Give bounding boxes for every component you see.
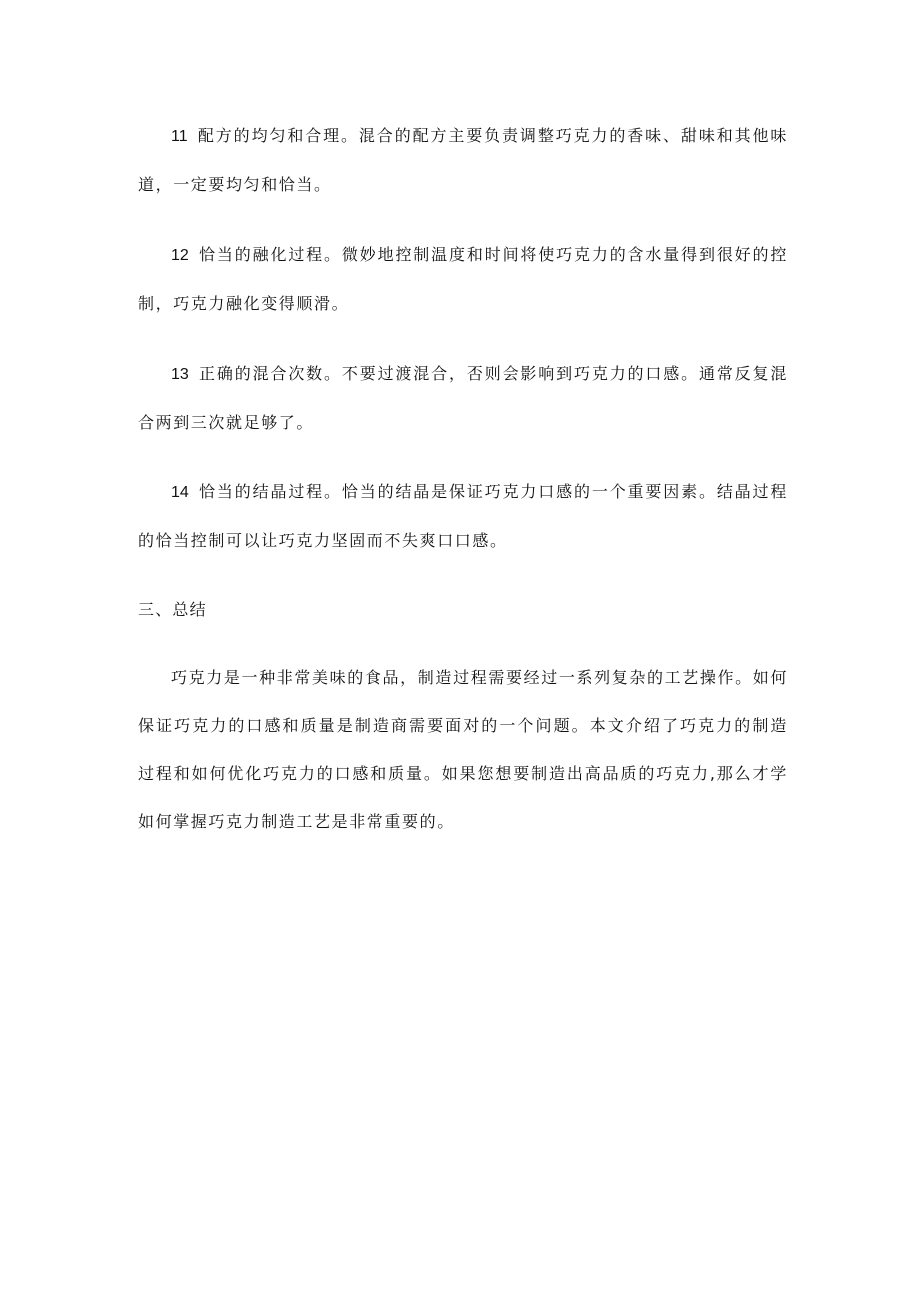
paragraph-number: 11 — [171, 128, 188, 145]
paragraph-number: 14 — [171, 484, 189, 501]
paragraph-text: 恰当的结晶过程。恰当的结晶是保证巧克力口感的一个重要因素。结晶过程的恰当控制可以让巧克力坚固而不失爽口口感。 — [138, 482, 788, 550]
summary-paragraph: 巧克力是一种非常美味的食品，制造过程需要经过一系列复杂的工艺操作。如何保证巧克力的口感和质量是制造商需要面对的一个问题。本文介绍了巧克力的制造过程和如何优化巧克力的口感和质量。如果您想要制造出高品质的巧克力,那么才学如何掌握巧克力制造工艺是非常重要的。 — [138, 668, 788, 831]
paragraph-14 — [138, 468, 788, 565]
section-heading: 三、总结 — [138, 600, 207, 619]
paragraph-12 — [138, 231, 788, 328]
paragraph-text: 恰当的融化过程。微妙地控制温度和时间将使巧克力的含水量得到很好的控制，巧克力融化变得顺滑。 — [138, 245, 788, 313]
paragraph-11 — [138, 112, 788, 209]
paragraph-text: 正确的混合次数。不要过渡混合，否则会影响到巧克力的口感。通常反复混合两到三次就足够了。 — [138, 364, 788, 432]
paragraph-number: 13 — [171, 366, 189, 383]
paragraph-text: 配方的均匀和合理。混合的配方主要负责调整巧克力的香味、甜味和其他味道，一定要均匀和恰当。 — [138, 126, 788, 194]
paragraph-13 — [138, 350, 788, 447]
paragraph-number: 12 — [171, 247, 189, 264]
